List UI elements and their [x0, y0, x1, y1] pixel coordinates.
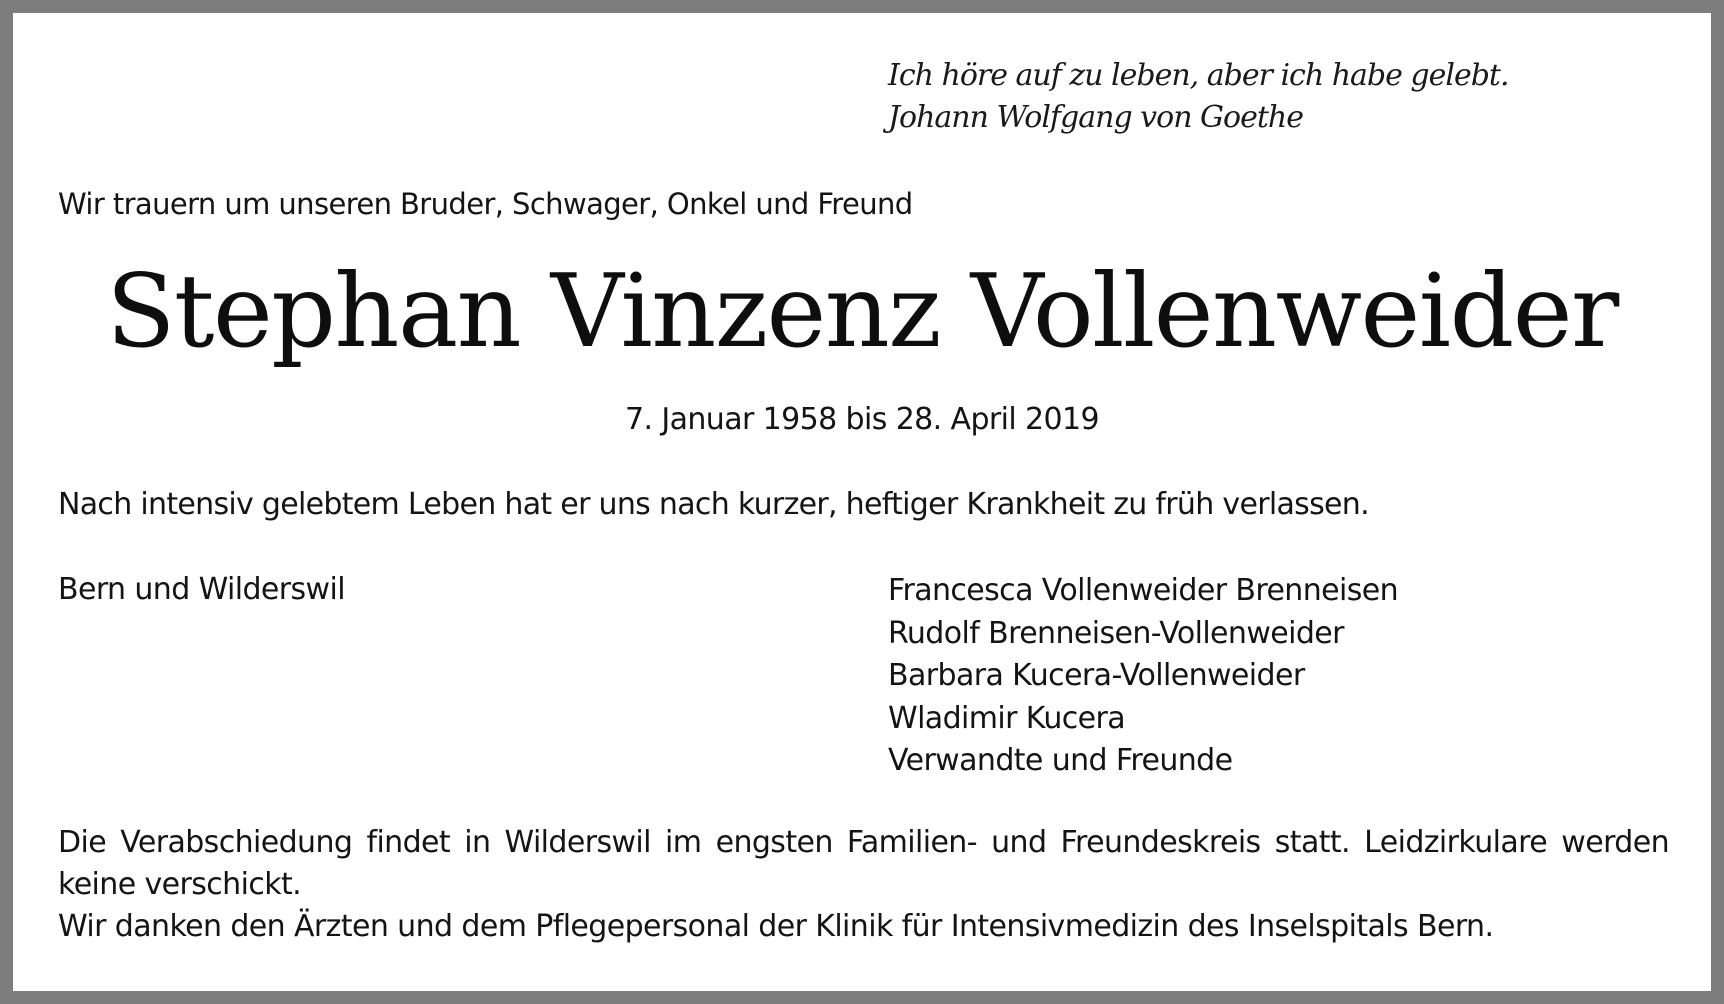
- mourner-name: Francesca Vollenweider Brenneisen: [888, 573, 1399, 608]
- quote-text: Ich höre auf zu leben, aber ich habe gelebt.: [888, 58, 1509, 93]
- mourner-name: Wladimir Kucera: [888, 700, 1126, 736]
- farewell-note: Die Verabschiedung findet in Wilderswil im engsten Familien- und Freundeskreis statt. Leidzirkulare werden keine verschickt.: [58, 825, 1669, 902]
- deceased-name: Stephan Vinzenz Vollenweider: [106, 252, 1618, 370]
- mourner-name: Verwandte und Freunde: [888, 743, 1233, 778]
- mourner-name: Rudolf Brenneisen-Vollenweider: [888, 615, 1344, 651]
- quote-author: Johann Wolfgang von Goethe: [888, 100, 1303, 135]
- thanks-note: Wir danken den Ärzten und dem Pflegepersonal der Klinik für Intensivmedizin des Inselspitals Bern.: [58, 909, 1494, 944]
- life-dates: 7. Januar 1958 bis 28. April 2019: [625, 402, 1099, 437]
- death-message: Nach intensiv gelebtem Leben hat er uns nach kurzer, heftiger Krankheit zu früh verlassen.: [58, 487, 1369, 522]
- mourners-list: [888, 570, 1398, 783]
- closing-notes: [58, 822, 1669, 948]
- obituary-notice: [13, 13, 1711, 991]
- mourner-name: Barbara Kucera-Vollenweider: [888, 658, 1305, 693]
- intro-line: Wir trauern um unseren Bruder, Schwager, Onkel und Freund: [58, 187, 913, 221]
- epigraph-quote: [888, 55, 1509, 139]
- place-line: Bern und Wilderswil: [58, 572, 345, 607]
